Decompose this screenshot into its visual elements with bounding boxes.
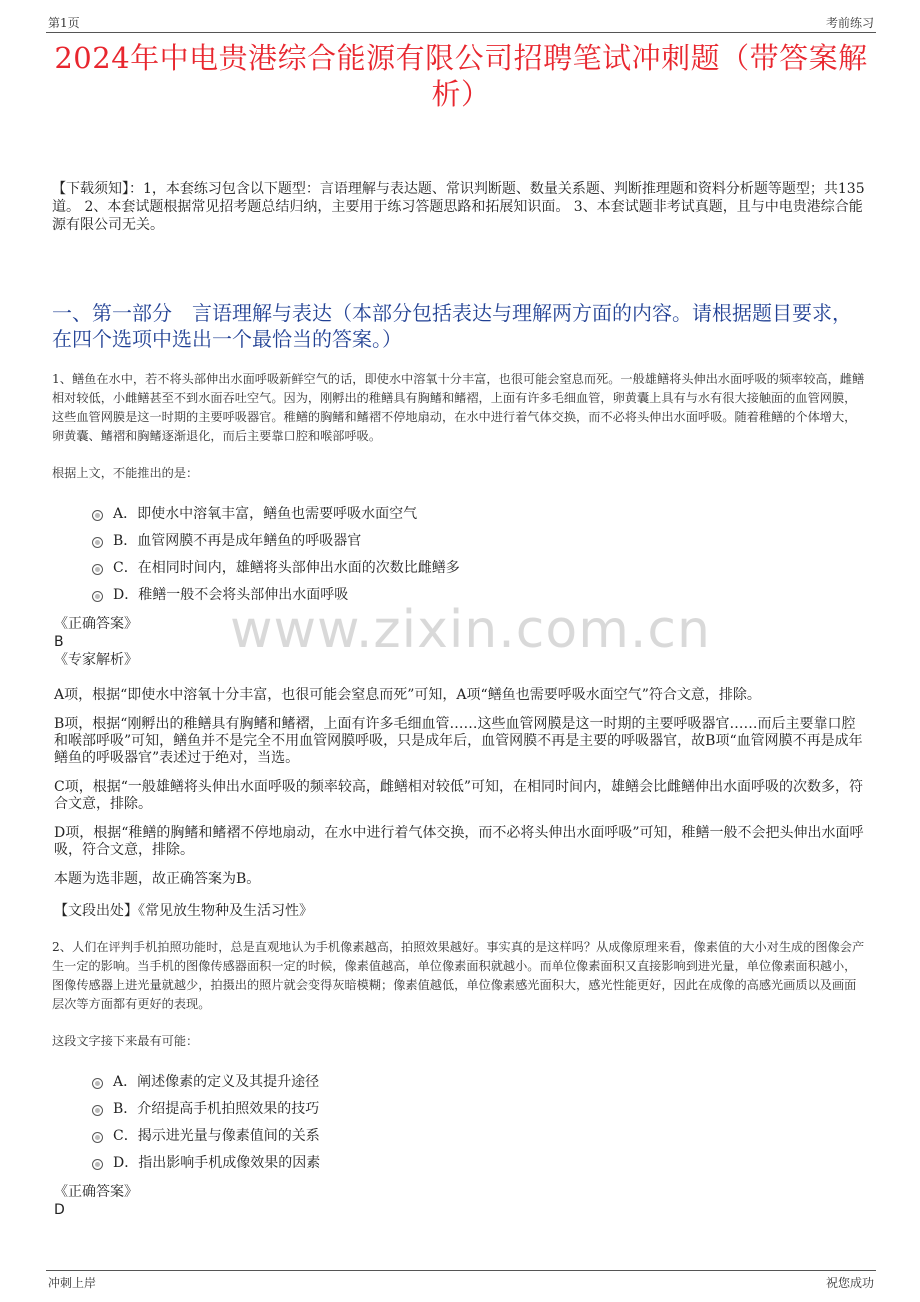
- question-prompt: 根据上文，不能推出的是：: [52, 466, 199, 480]
- radio-icon[interactable]: [92, 564, 103, 575]
- analysis-paragraph: C项，根据“一般雄鳝将头伸出水面呼吸的频率较高，雌鳝相对较低”可知，在相同时间内，雄鳝会比雌鳝伸出水面呼吸的次数多，符合文意，排除。: [54, 779, 864, 812]
- question-text: 2、人们在评判手机拍照功能时，总是直观地认为手机像素越高，拍照效果越好。事实真的是这样吗？从成像原理来看，像素值的大小对生成的图像会产生一定的影响。当手机的图像传感器面积一定的时候，像素值越高，单位像素面积就越小。而单位像素面积又直接影响到进光量，单位像素面积越小，图像传感器上进光量就越少，拍摄出的照片就会变得灰暗模糊；像素值越低，单位像素感光面积大，感光性能更好，因此在成像的高感光画质以及画面层次等方面都有更好的表现。: [52, 940, 865, 1011]
- option-c[interactable]: [92, 553, 868, 580]
- answer-value: B: [54, 634, 64, 650]
- source-note: 【文段出处】《常见放生物种及生活习性》: [54, 903, 313, 919]
- questions: [52, 370, 868, 1219]
- page-number: 第1页: [48, 16, 80, 30]
- option-label: D．指出影响手机成像效果的因素: [113, 1154, 321, 1171]
- option-list: [92, 1067, 868, 1175]
- analysis-paragraph: B项，根据“刚孵出的稚鳝具有胸鳍和鳍褶，上面有许多毛细血管……这些血管网膜是这一时期的主要呼吸器官……而后主要靠口腔和喉部呼吸”可知，鳝鱼并不是完全不用血管网膜呼吸，只是成年后，血管网膜不再是主要的呼吸器官，故B项“血管网膜不再是成年鳝鱼的呼吸器官”表述过于绝对，当选。: [54, 716, 863, 766]
- radio-icon[interactable]: [92, 537, 103, 548]
- option-label: B．介绍提高手机拍照效果的技巧: [113, 1100, 320, 1117]
- answer-value: D: [54, 1202, 65, 1218]
- radio-icon[interactable]: [92, 1132, 103, 1143]
- option-b[interactable]: [92, 526, 868, 553]
- radio-icon[interactable]: [92, 510, 103, 521]
- analysis-label: 《专家解析》: [54, 652, 138, 668]
- radio-icon[interactable]: [92, 1078, 103, 1089]
- option-list: [92, 499, 868, 607]
- option-b[interactable]: [92, 1094, 868, 1121]
- page-footer: [46, 1270, 876, 1291]
- option-c[interactable]: [92, 1121, 868, 1148]
- option-label: A．即使水中溶氧丰富，鳝鱼也需要呼吸水面空气: [113, 505, 418, 522]
- option-label: C．揭示进光量与像素值间的关系: [113, 1127, 320, 1144]
- question-2: [52, 938, 868, 1219]
- analysis-paragraph: A项，根据“即使水中溶氧十分丰富，也很可能会窒息而死”可知，A项“鳝鱼也需要呼吸水面空气”符合文意，排除。: [54, 687, 761, 703]
- question-1: [52, 370, 868, 920]
- header-tag: 考前练习: [825, 16, 874, 30]
- option-d[interactable]: [92, 1148, 868, 1175]
- question-text: 1、鳝鱼在水中，若不将头部伸出水面呼吸新鲜空气的话，即使水中溶氧十分丰富，也很可能会窒息而死。一般雄鳝将头伸出水面呼吸的频率较高，雌鳝相对较低，小雌鳝甚至不到水面吞吐空气。因为，刚孵出的稚鳝具有胸鳍和鳍褶，上面有许多毛细血管，卵黄囊上具有与水有很大接触面的血管网膜，这些血管网膜是这一时期的主要呼吸器官。稚鳝的胸鳍和鳍褶不停地扇动，在水中进行着气体交换，而不必将头伸出水面呼吸。随着稚鳝的个体增大，卵黄囊、鳍褶和胸鳍逐渐退化，而后主要靠口腔和喉部呼吸。: [52, 372, 865, 443]
- download-notice: 【下载须知】：1，本套练习包含以下题型：言语理解与表达题、常识判断题、数量关系题、判断推理题和资料分析题等题型；共135道。 2、本套试题根据常见招考题总结归纳，主要用于练习答题思路和拓展知识面。 3、本套试题非考试真题，且与中电贵港综合能源有限公司无关。: [52, 181, 865, 233]
- footer-left: 冲刺上岸: [48, 1276, 97, 1290]
- option-label: C．在相同时间内，雄鳝将头部伸出水面的次数比雌鳝多: [113, 559, 460, 576]
- radio-icon[interactable]: [92, 1159, 103, 1170]
- option-label: B．血管网膜不再是成年鳝鱼的呼吸器官: [113, 532, 362, 549]
- radio-icon[interactable]: [92, 1105, 103, 1116]
- answer-label: 《正确答案》: [54, 1184, 138, 1200]
- document-title: 2024年中电贵港综合能源有限公司招聘笔试冲刺题（带答案解析）: [54, 41, 868, 111]
- option-a[interactable]: [92, 499, 868, 526]
- section-heading: 一、第一部分 言语理解与表达（本部分包括表达与理解两方面的内容。请根据题目要求，在四个选项中选出一个最恰当的答案。）: [52, 301, 852, 351]
- option-d[interactable]: [92, 580, 868, 607]
- option-label: D．稚鳝一般不会将头部伸出水面呼吸: [113, 586, 349, 603]
- analysis-paragraph: D项，根据“稚鳝的胸鳍和鳍褶不停地扇动，在水中进行着气体交换，而不必将头伸出水面呼吸”可知，稚鳝一般不会把头伸出水面呼吸，符合文意，排除。: [54, 825, 864, 858]
- analysis-conclusion: 本题为选非题，故正确答案为B。: [54, 871, 261, 887]
- radio-icon[interactable]: [92, 591, 103, 602]
- question-prompt: 这段文字接下来最有可能：: [52, 1034, 199, 1048]
- page-header: [46, 10, 876, 33]
- watermark: www.zixin.com.cn: [230, 600, 711, 660]
- option-label: A．阐述像素的定义及其提升途径: [113, 1073, 320, 1090]
- option-a[interactable]: [92, 1067, 868, 1094]
- answer-label: 《正确答案》: [54, 616, 138, 632]
- footer-right: 祝您成功: [825, 1276, 874, 1290]
